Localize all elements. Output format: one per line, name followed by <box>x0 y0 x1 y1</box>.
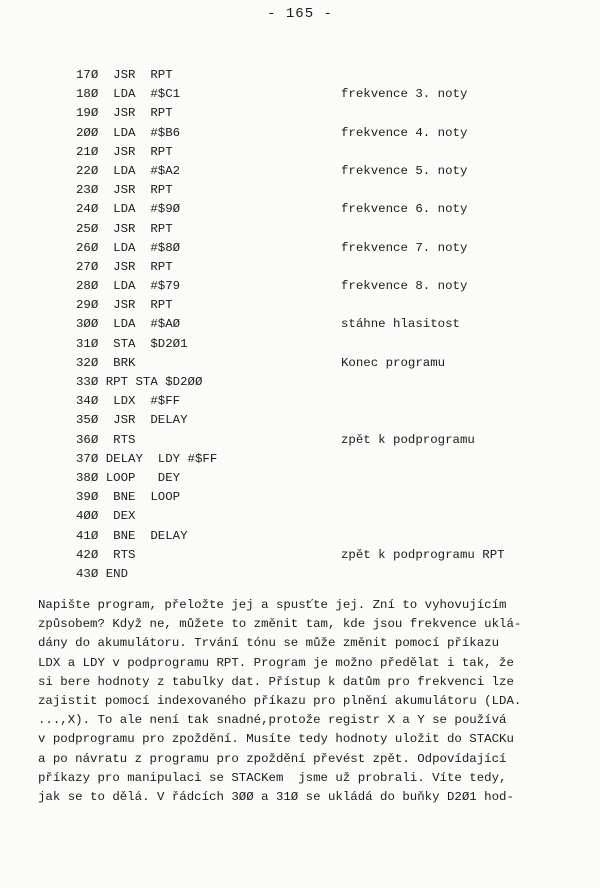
code-line <box>76 335 576 354</box>
code-instruction: 17Ø JSR RPT <box>76 68 173 82</box>
code-listing <box>76 66 576 584</box>
paragraph-line: způsobem? Když ne, můžete to změnit tam, kde jsou frekvence uklá- <box>38 617 522 632</box>
code-line <box>76 239 576 258</box>
code-line <box>76 565 576 584</box>
code-comment: frekvence 3. noty <box>341 87 468 102</box>
code-line <box>76 507 576 526</box>
paragraph-line: v podprogramu pro zpoždění. Musíte tedy hodnoty uložit do STACKu <box>38 732 514 747</box>
paragraph-line: Napište program, přeložte jej a spusťte jej. Zní to vyhovujícím <box>38 598 507 612</box>
code-instruction: 26Ø LDA #$8Ø <box>76 240 181 255</box>
code-instruction: 3ØØ LDA #$AØ <box>76 317 181 332</box>
paragraph-line: si bere hodnoty z tabulky dat. Přístup k datům pro frekvenci lze <box>38 674 514 689</box>
code-instruction: 38Ø LOOP DEY <box>76 470 181 485</box>
code-line <box>76 143 576 162</box>
code-line <box>76 527 576 546</box>
paragraph-line: a po návratu z programu pro zpoždění převést zpět. Odpovídající <box>38 751 507 766</box>
code-line <box>76 450 576 469</box>
code-instruction: 42Ø RTS <box>76 547 136 562</box>
code-line <box>76 220 576 239</box>
code-instruction: 21Ø JSR RPT <box>76 144 173 159</box>
code-comment: frekvence 8. noty <box>341 279 468 294</box>
paragraph-line: ...,X). To ale není tak snadné,protože registr X a Y se používá <box>38 713 507 728</box>
code-instruction: 24Ø LDA #$9Ø <box>76 202 181 217</box>
code-instruction: 25Ø JSR RPT <box>76 221 173 236</box>
code-comment: zpět k podprogramu <box>341 432 475 447</box>
page-number: - 165 - <box>267 6 333 22</box>
code-comment: Konec programu <box>341 355 446 370</box>
code-instruction: 18Ø LDA #$C1 <box>76 87 181 102</box>
code-instruction: 31Ø STA $D2Ø1 <box>76 336 188 351</box>
code-instruction: 27Ø JSR RPT <box>76 259 173 274</box>
code-instruction: 4ØØ DEX <box>76 509 136 524</box>
code-comment: zpět k podprogramu RPT <box>341 547 505 562</box>
code-instruction: 33Ø RPT STA $D2ØØ <box>76 375 203 389</box>
code-line <box>76 162 576 181</box>
code-line <box>76 104 576 123</box>
code-instruction: 36Ø RTS <box>76 432 136 447</box>
code-line <box>76 354 576 373</box>
code-instruction: 41Ø BNE DELAY <box>76 528 188 543</box>
code-instruction: 39Ø BNE LOOP <box>76 490 181 505</box>
code-instruction: 37Ø DELAY LDY #$FF <box>76 451 218 466</box>
code-line <box>76 66 576 85</box>
code-line <box>76 181 576 200</box>
code-comment: frekvence 4. noty <box>341 125 468 140</box>
code-instruction: 34Ø LDX #$FF <box>76 394 181 409</box>
code-instruction: 35Ø JSR DELAY <box>76 413 188 428</box>
paragraph-line: dány do akumulátoru. Trvání tónu se může změnit pomocí příkazu <box>38 636 500 651</box>
body-paragraph <box>38 596 558 807</box>
code-instruction: 28Ø LDA #$79 <box>76 279 181 294</box>
code-line <box>76 315 576 334</box>
code-line <box>76 488 576 507</box>
paragraph-line: jak se to dělá. V řádcích 3ØØ a 31Ø se ukládá do buňky D2Ø1 hod- <box>38 789 514 804</box>
code-line <box>76 431 576 450</box>
code-line <box>76 277 576 296</box>
code-comment: frekvence 5. noty <box>341 163 468 178</box>
code-line <box>76 124 576 143</box>
code-instruction: 19Ø JSR RPT <box>76 106 173 121</box>
code-line <box>76 296 576 315</box>
code-line <box>76 258 576 277</box>
paragraph-line: příkazy pro manipulaci se STACKem jsme už probrali. Víte tedy, <box>38 770 507 785</box>
paragraph-line: zajistit pomocí indexovaného příkazu pro plnění akumulátoru (LDA. <box>38 693 522 708</box>
code-comment: frekvence 7. noty <box>341 240 468 255</box>
code-line <box>76 392 576 411</box>
code-instruction: 2ØØ LDA #$B6 <box>76 125 181 140</box>
code-line <box>76 373 576 392</box>
code-comment: frekvence 6. noty <box>341 202 468 217</box>
code-comment: stáhne hlasitost <box>341 317 460 332</box>
code-instruction: 43Ø END <box>76 566 129 581</box>
code-instruction: 22Ø LDA #$A2 <box>76 163 181 178</box>
code-line <box>76 411 576 430</box>
code-line <box>76 200 576 219</box>
code-instruction: 23Ø JSR RPT <box>76 183 173 198</box>
code-line <box>76 469 576 488</box>
code-line <box>76 546 576 565</box>
code-instruction: 32Ø BRK <box>76 355 136 370</box>
code-line <box>76 85 576 104</box>
code-instruction: 29Ø JSR RPT <box>76 298 173 313</box>
paragraph-line: LDX a LDY v podprogramu RPT. Program je možno předělat i tak, že <box>38 655 514 670</box>
